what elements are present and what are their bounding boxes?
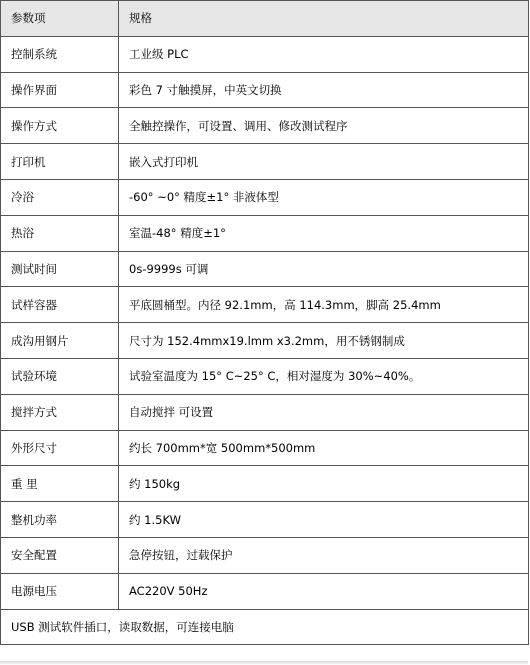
table-row [1, 179, 529, 215]
row-value: 嵌入式打印机 [119, 144, 529, 180]
table-row [1, 430, 529, 466]
table-row [1, 466, 529, 502]
table-row [1, 287, 529, 323]
table-row [1, 323, 529, 359]
row-key: 操作界面 [1, 72, 119, 108]
row-value: 约长 700mm*宽 500mm*500mm [119, 430, 529, 466]
row-value: AC220V 50Hz [119, 573, 529, 609]
table-row [1, 215, 529, 251]
row-value: 全触控操作，可设置、调用、修改测试程序 [119, 108, 529, 144]
row-key: 搅拌方式 [1, 394, 119, 430]
row-value: 0s-9999s 可调 [119, 251, 529, 287]
row-value: 尺寸为 152.4mmx19.lmm x3.2mm，用不锈钢制成 [119, 323, 529, 359]
page-shadow [0, 661, 528, 665]
row-value: 约 1.5KW [119, 502, 529, 538]
row-key: 成沟用钢片 [1, 323, 119, 359]
row-value: 室温-48° 精度±1° [119, 215, 529, 251]
row-key: 冷浴 [1, 179, 119, 215]
row-key: 外形尺寸 [1, 430, 119, 466]
row-key: 试样容器 [1, 287, 119, 323]
row-value: 自动搅拌 可设置 [119, 394, 529, 430]
table-row [1, 573, 529, 609]
row-key: 控制系统 [1, 36, 119, 72]
header-key: 参数项 [1, 1, 119, 37]
header-row [1, 1, 529, 37]
row-value: 彩色 7 寸触摸屏，中英文切换 [119, 72, 529, 108]
row-value: 试验室温度为 15° C~25° C，相对湿度为 30%~40%。 [119, 358, 529, 394]
row-key: 测试时间 [1, 251, 119, 287]
footer-note: USB 测试软件插口，读取数据，可连接电脑 [1, 609, 529, 645]
table-row [1, 72, 529, 108]
header-value: 规格 [119, 1, 529, 37]
table-row [1, 502, 529, 538]
row-key: 整机功率 [1, 502, 119, 538]
row-key: 重 里 [1, 466, 119, 502]
row-key: 电源电压 [1, 573, 119, 609]
table-row [1, 537, 529, 573]
table-row [1, 36, 529, 72]
row-value: 工业级 PLC [119, 36, 529, 72]
row-value: -60° ~0° 精度±1° 非液体型 [119, 179, 529, 215]
table-row [1, 108, 529, 144]
table-row [1, 251, 529, 287]
footer-row [1, 609, 529, 645]
row-key: 打印机 [1, 144, 119, 180]
row-value: 约 150kg [119, 466, 529, 502]
row-key: 试验环境 [1, 358, 119, 394]
row-key: 安全配置 [1, 537, 119, 573]
row-key: 热浴 [1, 215, 119, 251]
table-row [1, 394, 529, 430]
table-row [1, 144, 529, 180]
row-value: 平底圆桶型。内径 92.1mm，高 114.3mm，脚高 25.4mm [119, 287, 529, 323]
row-key: 操作方式 [1, 108, 119, 144]
table-row [1, 358, 529, 394]
row-value: 急停按钮，过载保护 [119, 537, 529, 573]
